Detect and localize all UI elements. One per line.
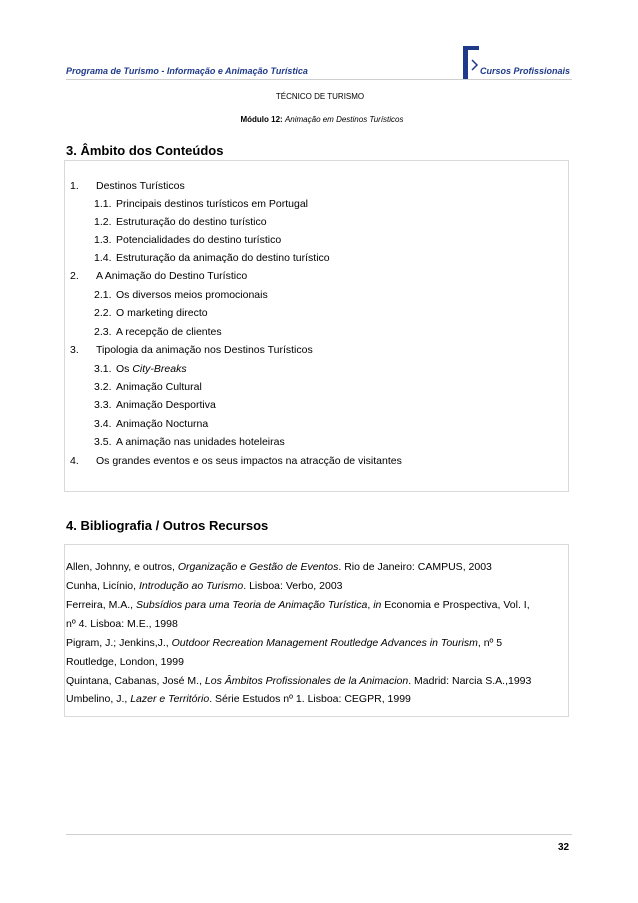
list-item: 2.3. A recepção de clientes (94, 326, 222, 338)
list-item: 1.2. Estruturação do destino turístico (94, 216, 267, 228)
bibliography-entry: Cunha, Licínio, Introdução ao Turismo. Lisboa: Verbo, 2003 (66, 580, 343, 592)
bibliography-entry: Allen, Johnny, e outros, Organização e Gestão de Eventos. Rio de Janeiro: CAMPUS, 2003 (66, 561, 492, 573)
list-item: 1.1. Principais destinos turísticos em Portugal (94, 198, 308, 210)
list-item: 3.4. Animação Nocturna (94, 418, 209, 430)
list-item: 2.2. O marketing directo (94, 307, 208, 319)
list-item: 2. A Animação do Destino Turístico (70, 270, 248, 282)
bibliography-entry: nº 4. Lisboa: M.E., 1998 (66, 618, 178, 630)
course-title: TÉCNICO DE TURISMO (275, 92, 365, 101)
header-program-title: Programa de Turismo - Informação e Animação Turística (66, 66, 308, 76)
list-item: 3.5. A animação nas unidades hoteleiras (94, 436, 285, 448)
bibliography-entry: Umbelino, J., Lazer e Território. Série Estudos nº 1. Lisboa: CEGPR, 1999 (66, 693, 411, 705)
list-item: 3.3. Animação Desportiva (94, 399, 216, 411)
header-courses-label: Cursos Profissionais (480, 66, 571, 76)
bibliography-entry: Quintana, Cabanas, José M., Los Âmbitos Profissionales de la Animacion. Madrid: Narcia S.A.,1993 (66, 675, 532, 687)
section-4-heading: 4. Bibliografia / Outros Recursos (66, 518, 269, 533)
bibliography-entry: Ferreira, M.A., Subsídios para uma Teoria de Animação Turística, in Economia e Prospectiva, Vol. I, (66, 599, 530, 611)
list-item: 3. Tipologia da animação nos Destinos Turísticos (70, 344, 313, 356)
list-item: 1.3. Potencialidades do destino turístico (94, 234, 282, 246)
page-number: 32 (558, 842, 570, 853)
list-item: 1. Destinos Turísticos (70, 180, 185, 192)
list-item: 4. Os grandes eventos e os seus impactos na atracção de visitantes (70, 455, 402, 467)
section-3-heading: 3. Âmbito dos Conteúdos (66, 143, 224, 158)
list-item: 3.2. Animação Cultural (94, 381, 202, 393)
logo-icon (463, 46, 479, 80)
list-item: 1.4. Estruturação da animação do destino turístico (94, 252, 330, 264)
bibliography-entry: Pigram, J.; Jenkins,J., Outdoor Recreation Management Routledge Advances in Tourism, nº 5 (66, 637, 503, 649)
header-divider (66, 79, 572, 80)
footer-divider (66, 834, 572, 835)
list-item: 3.1. Os City-Breaks (94, 363, 187, 375)
list-item: 2.1. Os diversos meios promocionais (94, 289, 268, 301)
bibliography-entry: Routledge, London, 1999 (66, 656, 184, 668)
module-title: Módulo 12: Animação em Destinos Turísticos (240, 115, 404, 124)
